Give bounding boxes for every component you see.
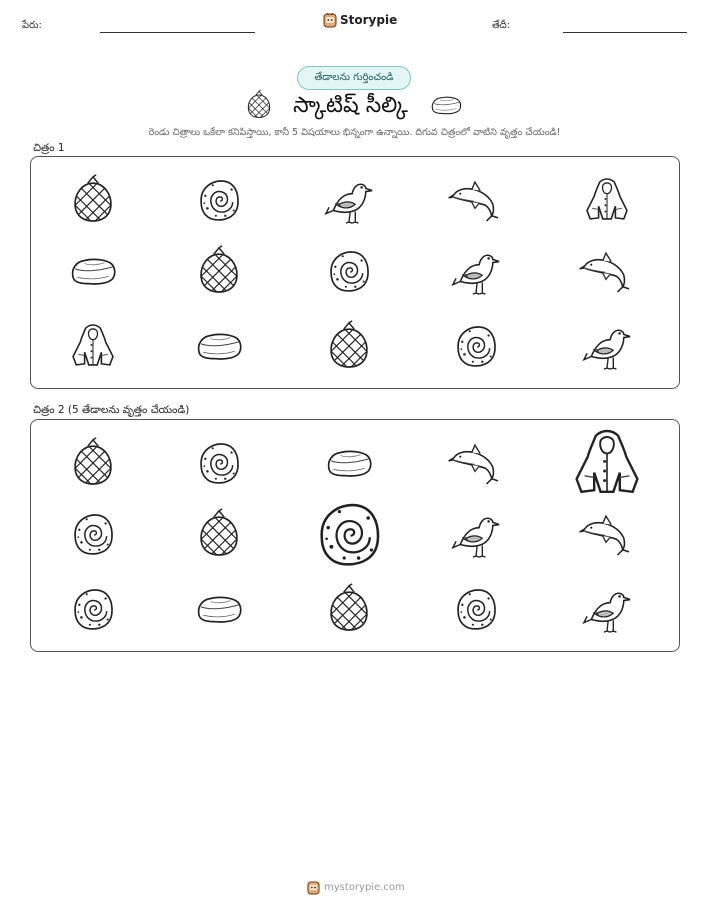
rock-icon[interactable] [199,597,241,622]
dolphin-icon [580,253,629,292]
picture-2-label: చిత్రం 2 (5 తేడాలను వృత్తం చేయండి) [33,404,190,416]
rock-icon[interactable] [329,451,371,476]
seagull-icon[interactable] [453,518,499,557]
net-bag-icon [57,169,128,236]
rock-icon [199,334,241,359]
brand-logo [323,12,397,28]
picture-1-panel [30,156,680,389]
net-bag-icon [313,315,384,382]
date-label: తేదీ: [492,20,511,31]
cloak-icon [587,179,627,219]
brand-name: Storypie [340,13,398,27]
spiral-shell-icon[interactable] [458,590,495,629]
spiral-shell-icon [331,252,368,291]
name-label: పేరు: [22,20,42,31]
dolphin-icon[interactable] [449,445,498,484]
seagull-icon[interactable] [584,593,630,632]
dolphin-icon[interactable] [580,516,629,555]
cloak-icon [73,325,113,365]
spiral-shell-icon[interactable] [75,515,112,554]
footer [307,880,405,895]
name-line[interactable] [100,32,255,33]
picture-1-label: చిత్రం 1 [33,142,65,154]
activity-badge: తేడాలను గుర్తించండి [297,66,411,90]
seagull-icon [326,184,372,223]
instructions: రెండు చిత్రాలు ఒకేలా కనిపిస్తాయి, కానీ 5 విషయాలు భిన్నంగా ఉన్నాయి. దిగువ చిత్రంలో వాటిని వృత్తం చేయండి! [148,127,561,138]
footer-mascot-icon [307,880,320,895]
rock-icon [73,259,115,284]
title-text: స్కాటిష్ సీల్కి [293,93,408,118]
spiral-shell-icon [201,181,238,220]
title-rock-icon [429,93,463,123]
net-bag-icon [183,240,254,307]
cloak-icon[interactable] [577,431,638,492]
storypie-mascot-icon [323,12,337,28]
net-bag-icon[interactable] [313,578,384,645]
net-bag-icon[interactable] [183,503,254,570]
dolphin-icon [449,182,498,221]
date-line[interactable] [563,32,687,33]
spiral-shell-icon[interactable] [75,590,112,629]
title-net-bag-icon [246,90,272,126]
page-title [0,90,709,126]
spiral-shell-icon[interactable] [201,444,238,483]
spiral-shell-icon [458,327,495,366]
net-bag-icon[interactable] [57,432,128,499]
picture-2-panel[interactable] [30,419,680,652]
seagull-icon [584,330,630,369]
seagull-icon [453,255,499,294]
spiral-shell-icon[interactable] [322,505,378,564]
footer-url[interactable]: mystorypie.com [324,882,405,893]
